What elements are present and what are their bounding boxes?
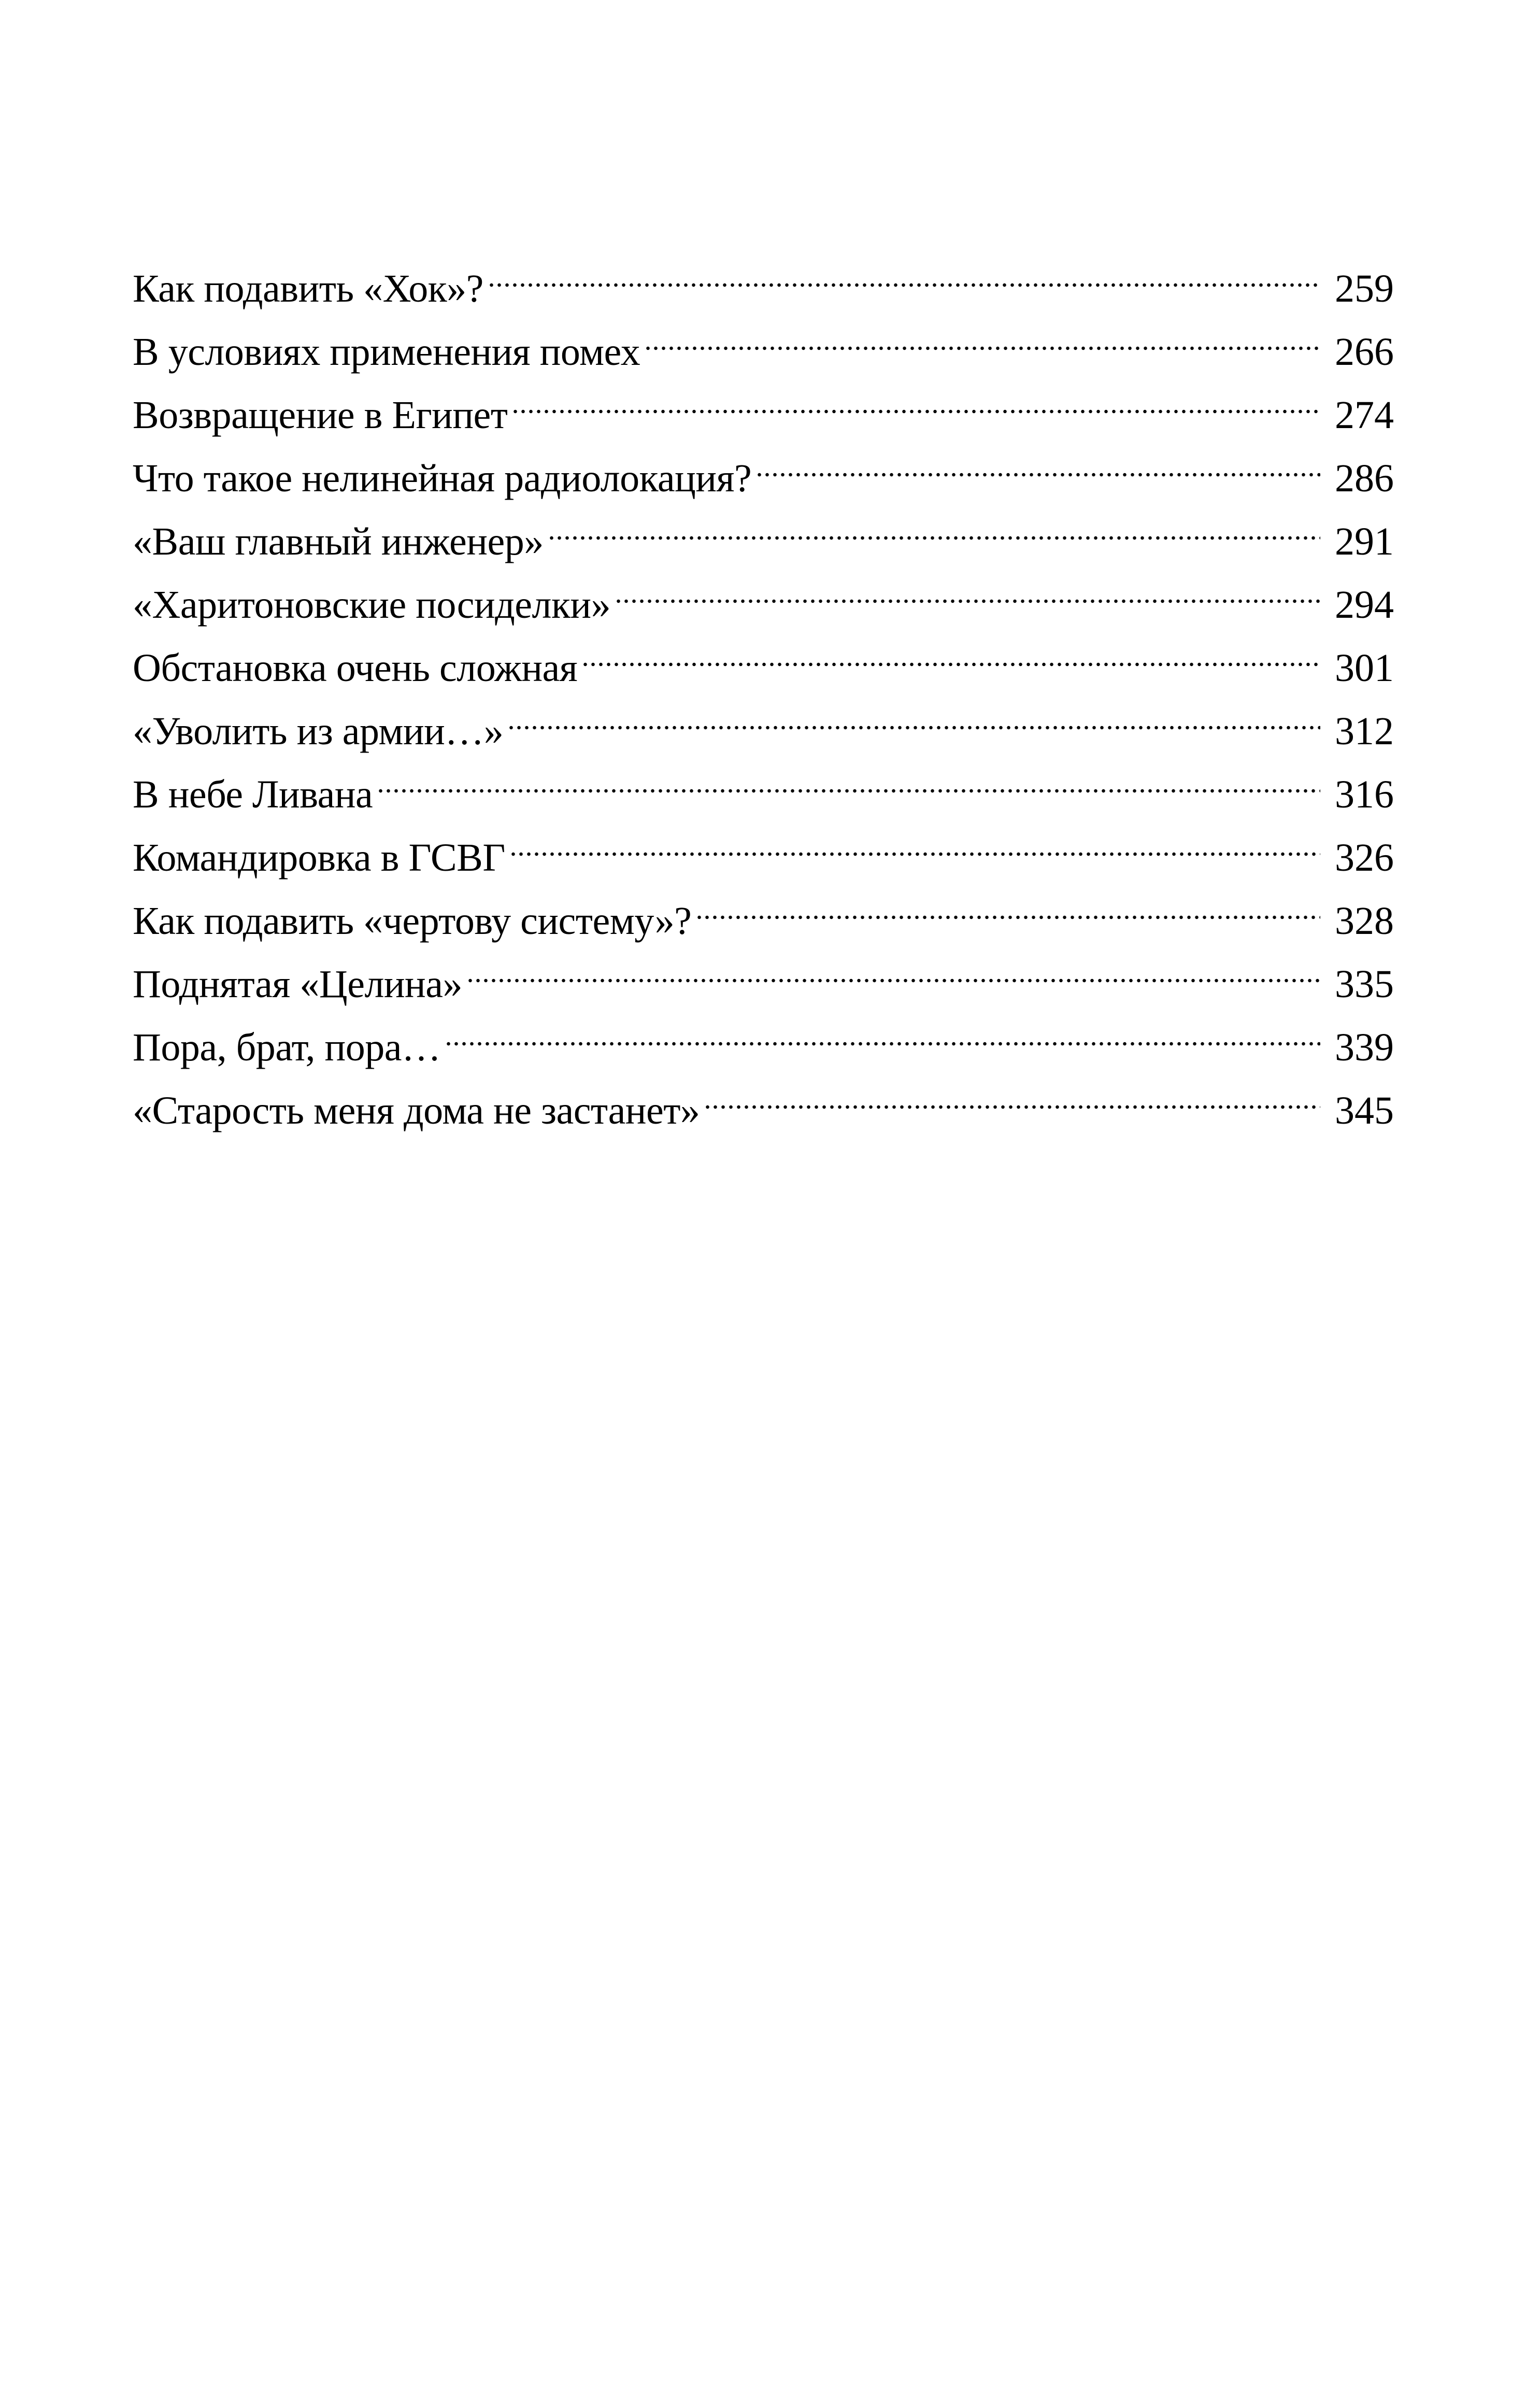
dot-leader: [377, 744, 1320, 807]
toc-entry-page: 259: [1335, 267, 1394, 310]
toc-entry-page: 326: [1335, 836, 1394, 880]
toc-entry-title: Возвращение в Египет: [133, 393, 508, 437]
dot-leader: [511, 365, 1320, 428]
toc-entry-page: 294: [1335, 583, 1394, 627]
toc-entry-page: 345: [1335, 1089, 1394, 1132]
dot-leader: [466, 934, 1320, 997]
toc-entry: [133, 238, 1394, 310]
dot-leader: [615, 555, 1320, 618]
toc-entry-page: 291: [1335, 520, 1394, 563]
toc-entry-title: В условиях применения помех: [133, 330, 640, 374]
toc-entry-page: 286: [1335, 457, 1394, 500]
toc-entry-page: 274: [1335, 393, 1394, 437]
dot-leader: [695, 871, 1320, 934]
toc-entry-title: Поднятая «Целина»: [133, 962, 462, 1006]
toc-entry-title: Обстановка очень сложная: [133, 646, 578, 690]
toc-entry-page: 266: [1335, 330, 1394, 374]
toc-entry-title: «Уволить из армии…»: [133, 710, 504, 753]
dot-leader: [581, 618, 1320, 681]
toc-entry-title: Командировка в ГСВГ: [133, 836, 505, 880]
toc-entry-title: «Ваш главный инженер»: [133, 520, 544, 563]
dot-leader: [445, 997, 1320, 1060]
table-of-contents: [133, 238, 1394, 1132]
toc-entry-title: В небе Ливана: [133, 773, 373, 816]
toc-entry-title: Как подавить «чертову систему»?: [133, 899, 692, 943]
dot-leader: [704, 1060, 1320, 1124]
toc-entry-title: «Старость меня дома не застанет»: [133, 1089, 700, 1132]
dot-leader: [488, 238, 1320, 302]
toc-entry-title: Пора, брат, пора…: [133, 1026, 441, 1069]
toc-entry-page: 312: [1335, 710, 1394, 753]
toc-entry-title: Как подавить «Хок»?: [133, 267, 483, 310]
toc-entry-page: 316: [1335, 773, 1394, 816]
toc-entry-title: «Харитоновские посиделки»: [133, 583, 611, 627]
dot-leader: [548, 491, 1320, 555]
toc-entry-page: 335: [1335, 962, 1394, 1006]
toc-entry-title: Что такое нелинейная радиолокация?: [133, 457, 752, 500]
dot-leader: [507, 681, 1320, 744]
dot-leader: [755, 428, 1320, 491]
toc-entry-page: 328: [1335, 899, 1394, 943]
toc-entry-page: 339: [1335, 1026, 1394, 1069]
dot-leader: [644, 302, 1320, 365]
dot-leader: [509, 807, 1320, 871]
toc-entry-page: 301: [1335, 646, 1394, 690]
